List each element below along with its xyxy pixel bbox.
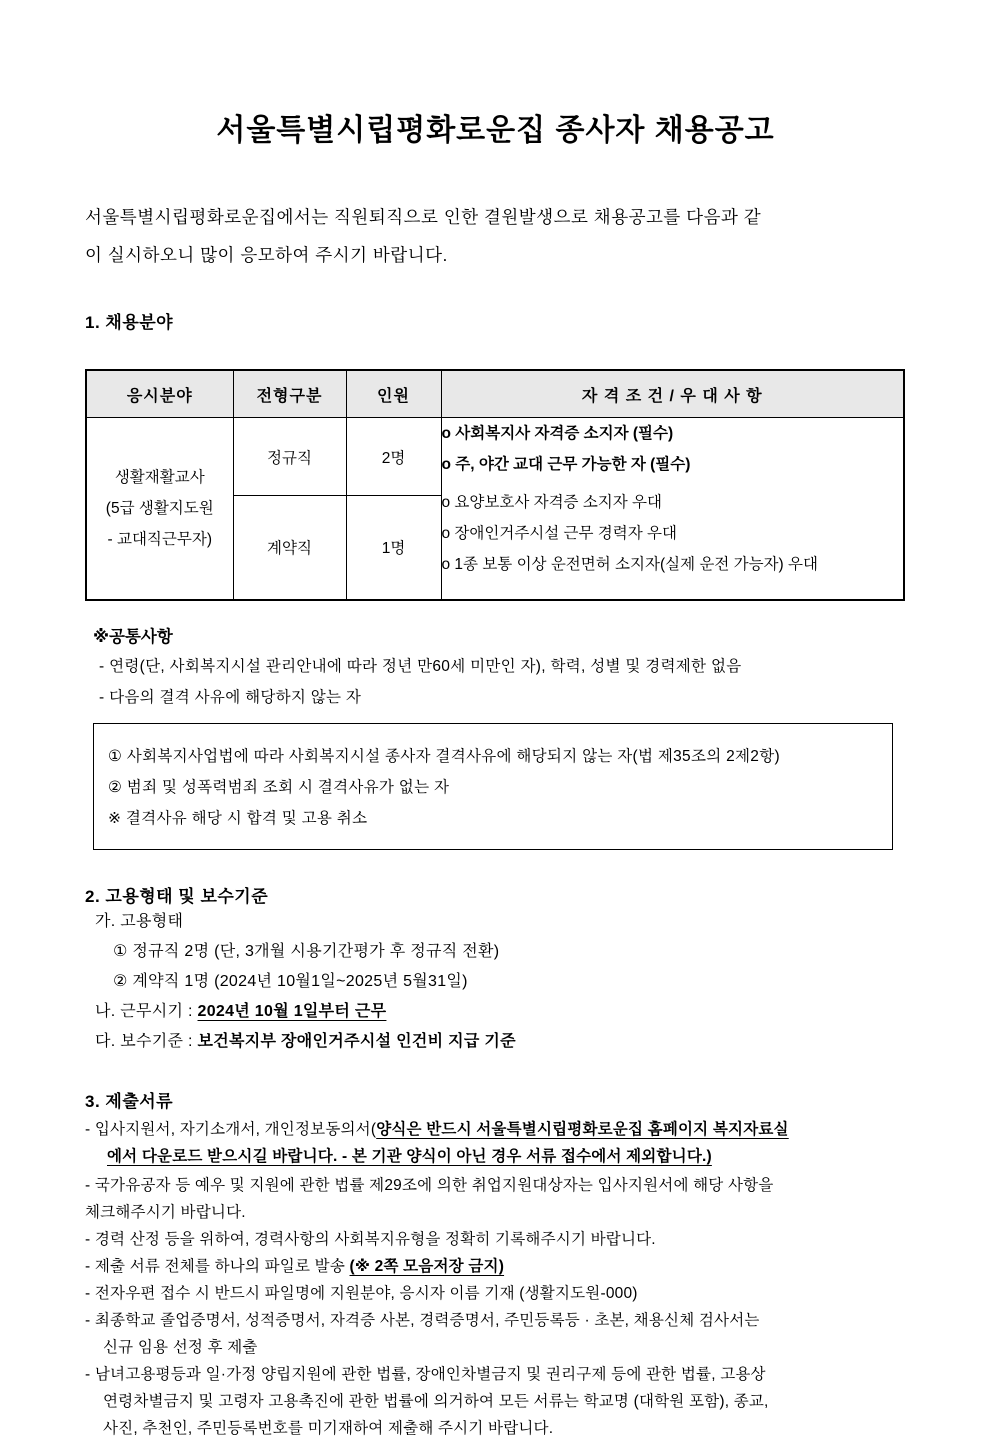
employment-type-item: ① 정규직 2명 (단, 3개월 시용기간평가 후 정규직 전환)	[113, 942, 500, 960]
submission-item-prefix: - 입사지원서, 자기소개서, 개인정보동의서(	[85, 1120, 377, 1138]
pay-standard-line	[95, 1027, 906, 1057]
qualification-line: o 요양보호사 자격증 소지자 우대	[441, 494, 662, 511]
column-header-type: 전형구분	[233, 370, 346, 418]
disqualification-line: ② 범죄 및 성폭력범죄 조회 시 결격사유가 없는 자	[108, 778, 450, 796]
count-cell-contract: 1명	[346, 496, 441, 600]
pay-standard-value: 보건복지부 장애인거주시설 인건비 지급 기준	[197, 1032, 516, 1050]
submission-item	[85, 1116, 906, 1143]
required-qualifications	[442, 418, 904, 480]
common-notes-list	[99, 651, 906, 713]
column-header-count: 인원	[346, 370, 441, 418]
intro-line: 이 실시하오니 많이 응모하여 주시기 바랍니다.	[85, 245, 448, 265]
form-notice-emphasis: 양식은 반드시 서울특별시립평화로운집 홈페이지 복지자료실	[376, 1120, 789, 1138]
submission-item: - 경력 산정 등을 위하여, 경력사항의 사회복지유형을 정확히 기록해주시기 바랍니다.	[85, 1230, 656, 1248]
submission-item-continuation: 사진, 추천인, 주민등록번호를 미기재하여 제출해 주시기 바랍니다.	[103, 1419, 554, 1437]
column-header-field: 응시분야	[86, 370, 233, 418]
submission-item-continuation: 신규 임용 선정 후 제출	[103, 1338, 258, 1356]
qualifications-cell	[441, 418, 904, 600]
table-header-row	[86, 370, 904, 418]
no-merge-save-emphasis: (※ 2쪽 모음저장 금지)	[349, 1257, 505, 1275]
preferred-qualifications	[442, 487, 904, 580]
disqualification-line: ① 사회복지사업법에 따라 사회복지시설 종사자 결격사유에 해당되지 않는 자(법 제35조의 2제2항)	[108, 747, 780, 765]
submission-item-continuation	[107, 1143, 906, 1170]
pay-standard-label: 다. 보수기준 :	[95, 1032, 198, 1050]
type-cell-regular: 정규직	[233, 418, 346, 496]
common-note-item: - 연령(단, 사회복지시설 관리안내에 따라 정년 만60세 미만인 자), 학력, 성별 및 경력제한 없음	[99, 657, 742, 675]
section3-heading: 3. 제출서류	[85, 1091, 174, 1111]
type-cell-contract: 계약직	[233, 496, 346, 600]
submission-item-continuation: 연령차별금지 및 고령자 고용촉진에 관한 법률에 의거하여 모든 서류는 학교명 (대학원 포함), 종교,	[103, 1392, 769, 1410]
intro-line: 서울특별시립평화로운집에서는 직원퇴직으로 인한 결원발생으로 채용공고를 다음과 같	[85, 207, 762, 227]
employment-type-item: ② 계약직 1명 (2024년 10월1일~2025년 5월31일)	[113, 972, 468, 990]
qualification-line: o 장애인거주시설 근무 경력자 우대	[441, 525, 677, 542]
disqualification-box	[93, 723, 893, 850]
submission-item-prefix: - 제출 서류 전체를 하나의 파일로 발송	[85, 1257, 350, 1275]
field-line: (5급 생활지도원	[105, 499, 214, 517]
table-row	[86, 418, 904, 496]
qualification-line: o 1종 보통 이상 운전면허 소지자(실제 운전 가능자) 우대	[441, 556, 818, 573]
submission-item: - 국가유공자 등 예우 및 지원에 관한 법률 제29조에 의한 취업지원대상자는 입사지원서에 해당 사항을	[85, 1176, 774, 1194]
work-start-value: 2024년 10월 1일부터 근무	[197, 1002, 387, 1020]
submission-item-continuation: 체크해주시기 바랍니다.	[85, 1203, 246, 1221]
common-note-item: - 다음의 결격 사유에 해당하지 않는 자	[99, 688, 362, 706]
work-start-line	[95, 997, 906, 1027]
work-start-label: 나. 근무시기 :	[95, 1002, 198, 1020]
common-notes-heading: ※공통사항	[93, 627, 173, 646]
field-line: 생활재활교사	[114, 468, 205, 486]
submission-item: - 전자우편 접수 시 반드시 파일명에 지원분야, 응시자 이름 기재 (생활지도원-000)	[85, 1284, 638, 1302]
submission-item: - 남녀고용평등과 일·가정 양립지원에 관한 법률, 장애인차별금지 및 권리구제 등에 관한 법률, 고용상	[85, 1365, 766, 1383]
form-notice-emphasis: 에서 다운로드 받으시길 바랍니다. - 본 기관 양식이 아닌 경우 서류 접수에서 제외합니다.)	[107, 1147, 712, 1165]
count-cell-regular: 2명	[346, 418, 441, 496]
intro-paragraph	[85, 198, 906, 274]
submission-documents-list	[85, 1116, 906, 1442]
field-line: - 교대직근무자)	[107, 530, 212, 548]
section2-heading: 2. 고용형태 및 보수기준	[85, 886, 269, 906]
page-title: 서울특별시립평화로운집 종사자 채용공고	[216, 114, 775, 147]
qualification-line: o 사회복지사 자격증 소지자 (필수)	[441, 425, 674, 442]
disqualification-line: ※ 결격사유 해당 시 합격 및 고용 취소	[108, 809, 368, 827]
submission-item: - 최종학교 졸업증명서, 성적증명서, 자격증 사본, 경력증명서, 주민등록등 · 초본, 채용신체 검사서는	[85, 1311, 760, 1329]
column-header-qualifications: 자 격 조 건 / 우 대 사 항	[441, 370, 904, 418]
submission-item	[85, 1253, 906, 1280]
qualification-line: o 주, 야간 교대 근무 가능한 자 (필수)	[441, 456, 691, 473]
field-cell	[86, 418, 233, 600]
recruitment-table	[85, 369, 905, 601]
section1-heading: 1. 채용분야	[85, 313, 174, 332]
employment-type-heading: 가. 고용형태	[95, 912, 184, 930]
